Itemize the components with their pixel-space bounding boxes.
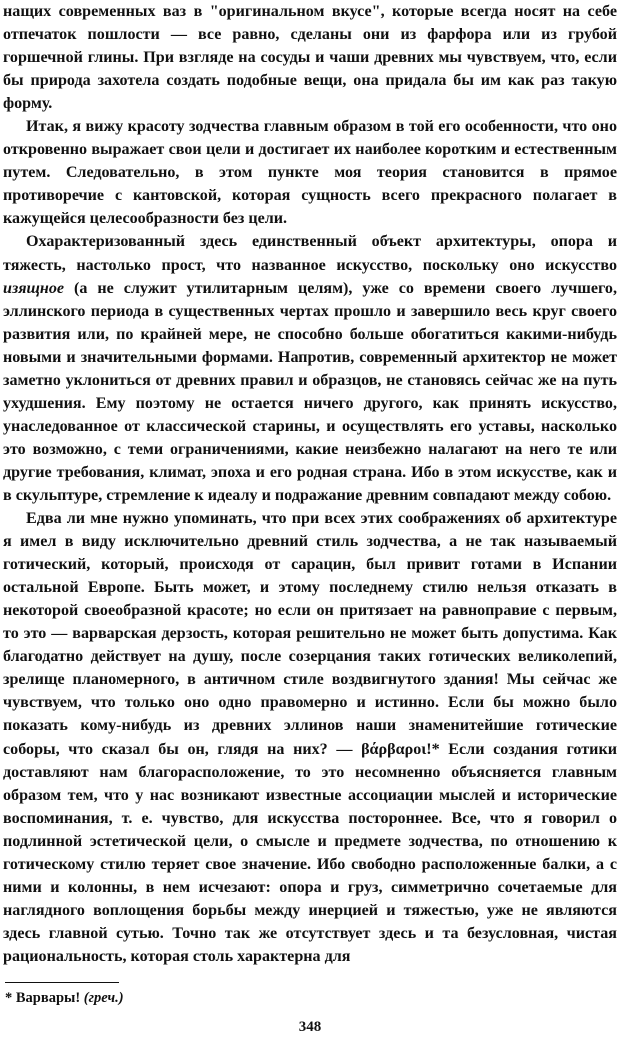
- paragraph-2: Итак, я вижу красоту зодчества главным образом в той его особенности, что оно откровенно выражает свои цели и достигает их наиболее коротким и естественным путем. Следовательно, в этом пункте моя теория становится в прямое противоречие с кантовской, которая сущность всего прекрасного полагает в кажущейся целесообразности без цели.: [3, 118, 617, 228]
- page-number: 348: [298, 1019, 322, 1035]
- paragraph-4: Едва ли мне нужно упоминать, что при всех этих соображениях об архитектуре я имел в виду исключительно древний стиль зодчества, а не так называемый готический, который, происходя от сарацин, был привит готами в Испании остальной Европе. Быть может, и этому последнему стилю нельзя отказать в некоторой своеобразной красоте; но если он притязает на равноправие с первым, то это — варварская дерзость, которая решительно не может быть допустима. Как благодатно действует на душу, после созерцания таких готических великолепий, зрелище планомерного, в античном стиле воздвигнутого здания! Мы сейчас же чувствуем, что только оно одно правомерно и истинно. Если бы можно было показать кому-нибудь из древних эллинов наши знаменитейшие готические соборы, что сказал бы он, глядя на них? — βάρβαροι!* Если создания готики доставляют нам благорасположение, то это несомненно объясняется главным образом тем, что у нас возникают известные ассоциации мыслей и исторические воспоминания, т. е. чувство, для искусства постороннее. Все, что я говорил о подлинной эстетической цели, о смысле и предмете зодчества, по отношению к готическому стилю теряет свое значение. Ибо свободно расположенные балки, а с ними и колонны, в нем исчезают: опора и груз, симметрично сочетаемые для наглядного воплощения борьбы между инерцией и тяжестью, уже не являются здесь главной сутью. Точно так же отсутствует здесь и та безусловная, чистая рациональность, которая столь характерна для: [3, 510, 617, 965]
- paragraph-1: нащих современных ваз в "оригинальном вкусе", которые всегда носят на себе отпечаток пошлости — все равно, сделаны они из фарфора или из грубой горшечной глины. При взгляде на сосуды и чаши древних мы чувствуем, что, если бы природа захотела создать подобные вещи, она придала бы им как раз такую форму.: [3, 3, 617, 113]
- paragraph-3: [3, 230, 617, 507]
- footnote-divider: [5, 982, 119, 983]
- book-page: [3, 0, 617, 1047]
- footnote: [5, 989, 124, 1007]
- footnote-text: * Варвары!: [5, 990, 84, 1006]
- paragraph-3-start: Охарактеризованный здесь единственный объект архитектуры, опора и тяжесть, настолько прост, что названное искусство, поскольку оно искусство: [3, 233, 617, 274]
- paragraph-3-rest: (а не служит утилитарным целям), уже со времени своего лучшего, эллинского периода в существенных чертах прошло и завершило весь круг своего развития или, по крайней мере, не способно больше обогатиться какими-нибудь новыми и значительными формами. Напротив, современный архитектор не может заметно уклониться от древних правил и образцов, не становясь сейчас же на путь ухудшения. Ему поэтому не остается ничего другого, как принять искусство, унаследованное от классической старины, и осуществлять его уставы, насколько это возможно, с теми ограничениями, какие неизбежно налагают на него те или другие требования, климат, эпоха и его родная страна. Ибо в этом искусстве, как и в скульптуре, стремление к идеалу и подражание древним совпадают между собою.: [3, 279, 617, 504]
- italic-word: изящное: [3, 279, 65, 297]
- footnote-language: (греч.): [83, 990, 124, 1006]
- main-text: [3, 0, 617, 968]
